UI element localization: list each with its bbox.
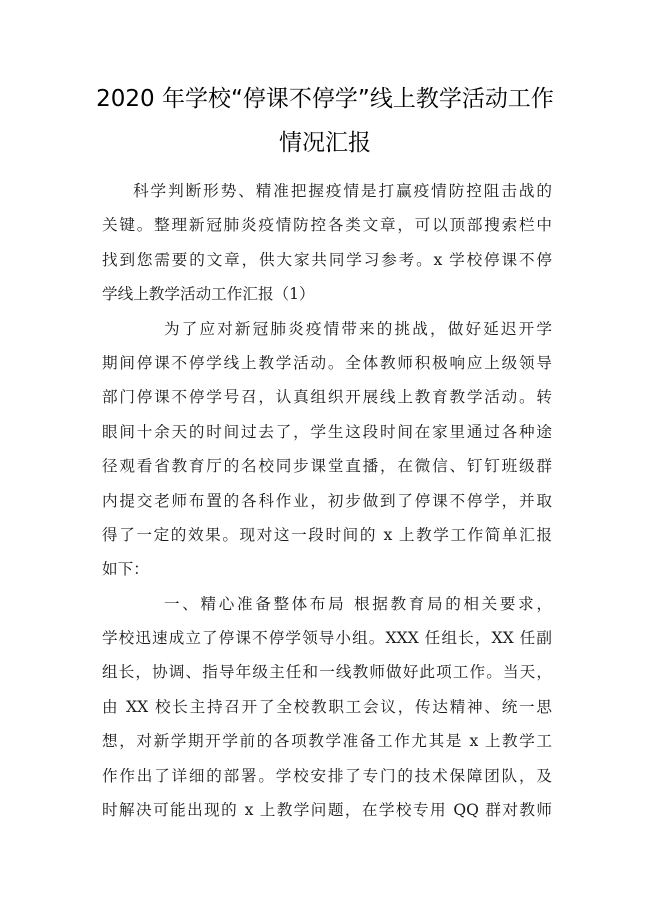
- paragraph-3-line-1: 一、精心准备整体布局 根据教育局的相关要求，: [164, 594, 552, 613]
- paragraph-1-line-1: 科学判断形势、精准把握疫情是打赢疫情防控阻击战的: [133, 182, 552, 200]
- paragraph-3-line-7: 时解决可能出现的 x 上教学问题，在学校专用 QQ 群对教师: [102, 801, 552, 820]
- document-title-line-2: 情况汇报: [279, 130, 371, 156]
- paragraph-1-line-2: 关键。整理新冠肺炎疫情防控各类文章，可以顶部搜索栏中: [102, 216, 552, 235]
- document-body: [102, 174, 552, 827]
- paragraph-2-line-6: 内提交老师布置的各科作业，初步做到了停课不停学，并取: [102, 491, 552, 510]
- paragraph-3-line-5: 想，对新学期开学前的各项教学准备工作尤其是 x 上教学工: [102, 732, 552, 751]
- paragraph-2-line-8: 如下：: [102, 560, 149, 579]
- paragraph-1-line-3: 找到您需要的文章，供大家共同学习参考。x 学校停课不停: [102, 250, 552, 269]
- paragraph-2-line-4: 眼间十余天的时间过去了，学生这段时间在家里通过各种途: [102, 422, 552, 441]
- paragraph-3-line-2: 学校迅速成立了停课不停学领导小组。XXX 任组长，XX 任副: [102, 629, 552, 648]
- paragraph-3-line-3: 组长，协调、指导年级主任和一线教师做好此项工作。当天，: [102, 663, 552, 682]
- paragraph-2-line-7: 得了一定的效果。现对这一段时间的 x 上教学工作简单汇报: [102, 525, 552, 544]
- paragraph-2-line-1: 为了应对新冠肺炎疫情带来的挑战，做好延迟开学: [164, 319, 552, 338]
- paragraph-1-line-4: 学线上教学活动工作汇报（1）: [102, 285, 315, 304]
- paragraph-2-line-3: 部门停课不停学号召，认真组织开展线上教育教学活动。转: [102, 388, 552, 407]
- paragraph-3-line-6: 作作出了详细的部署。学校安排了专门的技术保障团队，及: [102, 766, 552, 785]
- paragraph-3-line-4: 由 XX 校长主持召开了全校教职工会议，传达精神、统一思: [102, 697, 552, 716]
- paragraph-2-line-5: 径观看省教育厅的名校同步课堂直播，在微信、钉钉班级群: [102, 457, 552, 476]
- document-title-line-1: 2020 年学校“停课不停学”线上教学活动工作: [96, 86, 554, 112]
- paragraph-2-line-2: 期间停课不停学线上教学活动。全体教师积极响应上级领导: [102, 353, 552, 372]
